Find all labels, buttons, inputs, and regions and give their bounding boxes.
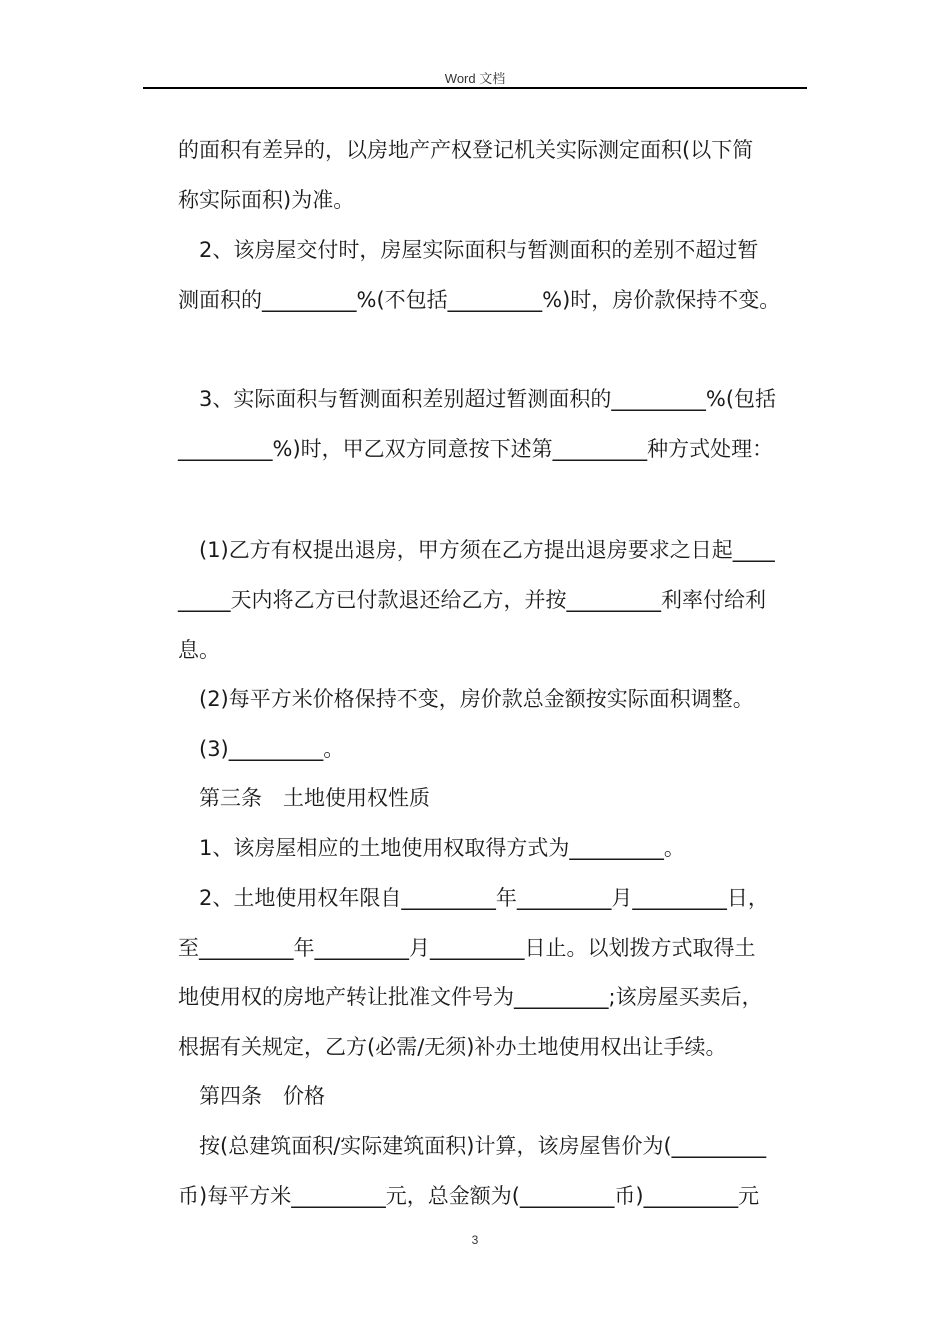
section-heading: 第四条 价格	[199, 1084, 325, 1108]
page-header-title: Word 文档	[444, 71, 506, 86]
text-line: 测面积的_________%(不包括_________%)时，房价款保持不变。	[178, 288, 781, 312]
text-line: 的面积有差异的，以房地产产权登记机关实际测定面积(以下简	[178, 138, 754, 162]
section-heading: 第三条 土地使用权性质	[199, 786, 430, 810]
text-line: _________%)时，甲乙双方同意按下述第_________种方式处理：	[178, 437, 774, 461]
text-line: 至_________年_________月_________日止。以划拨方式取得土	[178, 936, 756, 960]
text-line: 息。	[178, 638, 220, 662]
text-line: _____天内将乙方已付款退还给乙方，并按_________利率付给利	[178, 588, 766, 612]
text-line: 地使用权的房地产转让批准文件号为_________;该房屋买卖后，	[178, 985, 763, 1009]
header-divider	[143, 87, 807, 89]
text-line: (1)乙方有权提出退房，甲方须在乙方提出退房要求之日起____	[199, 538, 775, 562]
text-line: 根据有关规定，乙方(必需/无须)补办土地使用权出让手续。	[178, 1035, 727, 1059]
text-line: 2、该房屋交付时，房屋实际面积与暂测面积的差别不超过暂	[199, 238, 759, 262]
text-line: 币)每平方米_________元，总金额为(_________币)_________元	[178, 1184, 760, 1208]
text-line: (3)_________。	[199, 737, 345, 761]
text-line: 称实际面积)为准。	[178, 188, 355, 212]
text-line: 1、该房屋相应的土地使用权取得方式为_________。	[199, 836, 685, 860]
text-line: 按(总建筑面积/实际建筑面积)计算，该房屋售价为(_________	[199, 1134, 767, 1158]
text-line: (2)每平方米价格保持不变，房价款总金额按实际面积调整。	[199, 687, 754, 711]
text-line: 2、土地使用权年限自_________年_________月_________日，	[199, 886, 769, 910]
text-line: 3、实际面积与暂测面积差别超过暂测面积的_________%(包括	[199, 387, 777, 411]
page-number: 3	[471, 1233, 479, 1247]
